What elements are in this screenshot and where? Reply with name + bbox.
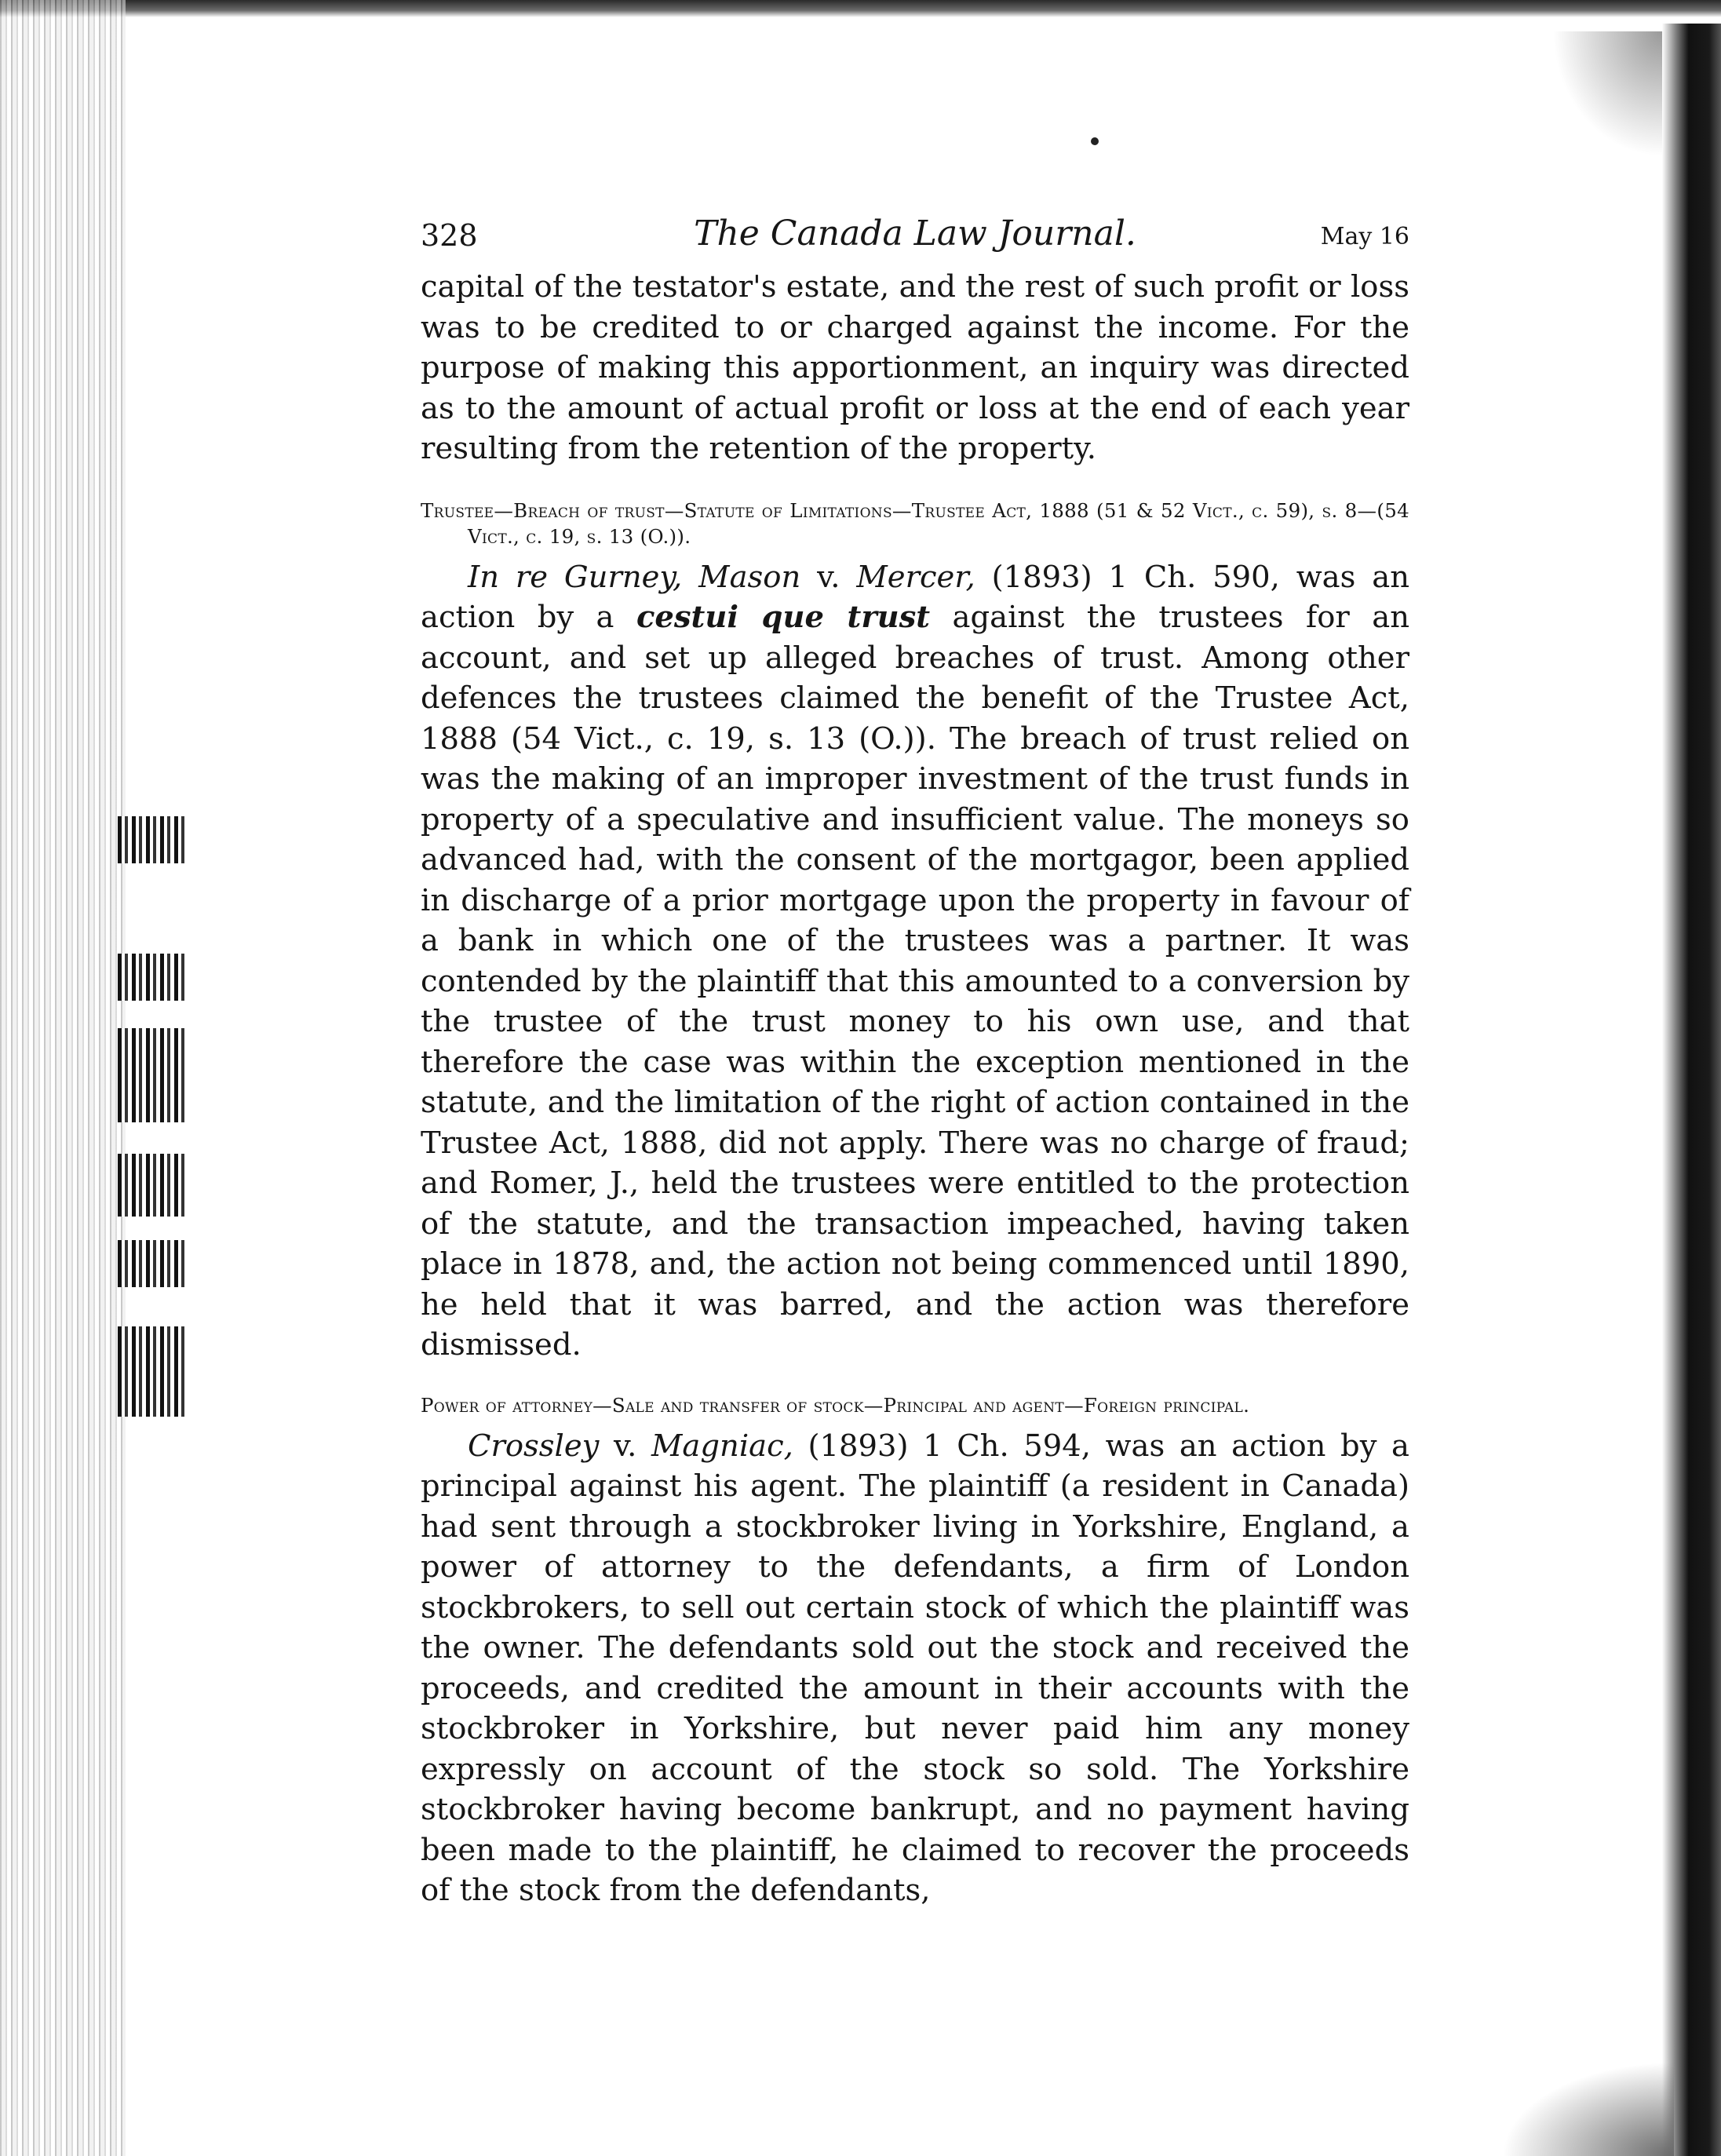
scan-left-binding [0,0,126,2156]
document-page [421,212,1409,1911]
case-name: In re Gurney, Mason [468,559,801,595]
case-text: against the trustees for an account, and set up alleged breaches of trust. Among other defences the trustees claimed the benefit of the Trustee Act, 1888 (54 Vict., c. 19, s. 13 (O.)). The breach of trust relied on was the making of an improper investment of the trust funds in property of a speculative and insufficient value. The moneys so advanced had, with the consent of the mortgagor, been applied in discharge of a prior mortgage upon the property in favour of a bank in which one of the trustees was a partner. It was contended by the plaintiff that this amounted to a conversion by the trustee of the trust money to his own use, and that therefore the case was within the exception mentioned in the statute, and the limitation of the right of action contained in the Trustee Act, 1888, did not apply. There was no charge of fraud; and Romer, J., held the trustees were entitled to the protection of the statute, and the transaction impeached, having taken place in 1878, and, the action not being commenced until 1890, he held that it was barred, and the action was therefore dismissed. [421,600,1409,1363]
ink-dot [1091,137,1099,145]
case-name: Crossley [468,1428,600,1464]
case-text: (1893) 1 Ch. 590, was an action by a [421,559,1409,635]
scan-shadow [1552,31,1662,157]
section-heading: Trustee—Breach of trust—Statute of Limitations—Trustee Act, 1888 (51 & 52 Vict., c. 59), s. 8—(54 Vict., c. 19, s. 13 (O.)). [421,498,1409,548]
scan-binding-mark [118,1370,188,1417]
scan-binding-mark [118,1240,188,1287]
case-name-respondent: Mercer, [856,559,975,595]
section-heading: Power of attorney—Sale and transfer of stock—Principal and agent—Foreign principal. [421,1393,1250,1417]
case-name-respondent: Magniac, [651,1428,793,1464]
case-paragraph [421,1426,1409,1911]
journal-title: The Canada Law Journal. [694,213,1136,254]
versus: v. [599,1428,652,1464]
scan-binding-mark [118,1154,188,1217]
scan-corner-shadow [1501,2062,1674,2156]
page-number: 328 [421,218,478,253]
scan-binding-mark [118,816,188,863]
case-text: (1893) 1 Ch. 594, was an action by a principal against his agent. The plaintiff (a resident in Canada) had sent through a stockbroker living in Yorkshire, England, a power of attorney to the defendants, a firm of London stockbrokers, to sell out certain stock of which the plaintiff was the owner. The defendants sold out the stock and received the proceeds, and credited the amount in their accounts with the stockbroker in Yorkshire, but never paid him any money expressly on account of the stock so sold. The Yorkshire stockbroker having become bankrupt, and no payment having been made to the plaintiff, he claimed to recover the proceeds of the stock from the defendants, [421,1428,1409,1908]
legal-term: cestui que trust [636,600,931,635]
scan-right-edge [1662,24,1721,2156]
scan-binding-mark [118,1326,188,1373]
paragraph-continued: capital of the testator's estate, and the rest of such profit or loss was to be credited to or charged against the income. For the purpose of making this apportionment, an inquiry was directed as to the amount of actual profit or loss at the end of each year resulting from the retention of the property. [421,269,1409,466]
versus: v. [800,559,857,595]
running-header [421,212,1409,267]
issue-date: May 16 [1320,223,1409,250]
scan-binding-mark [118,1075,188,1122]
scan-binding-mark [118,1028,188,1075]
scan-binding-mark [118,954,188,1001]
case-paragraph [421,557,1409,1366]
scan-top-edge [0,0,1721,17]
